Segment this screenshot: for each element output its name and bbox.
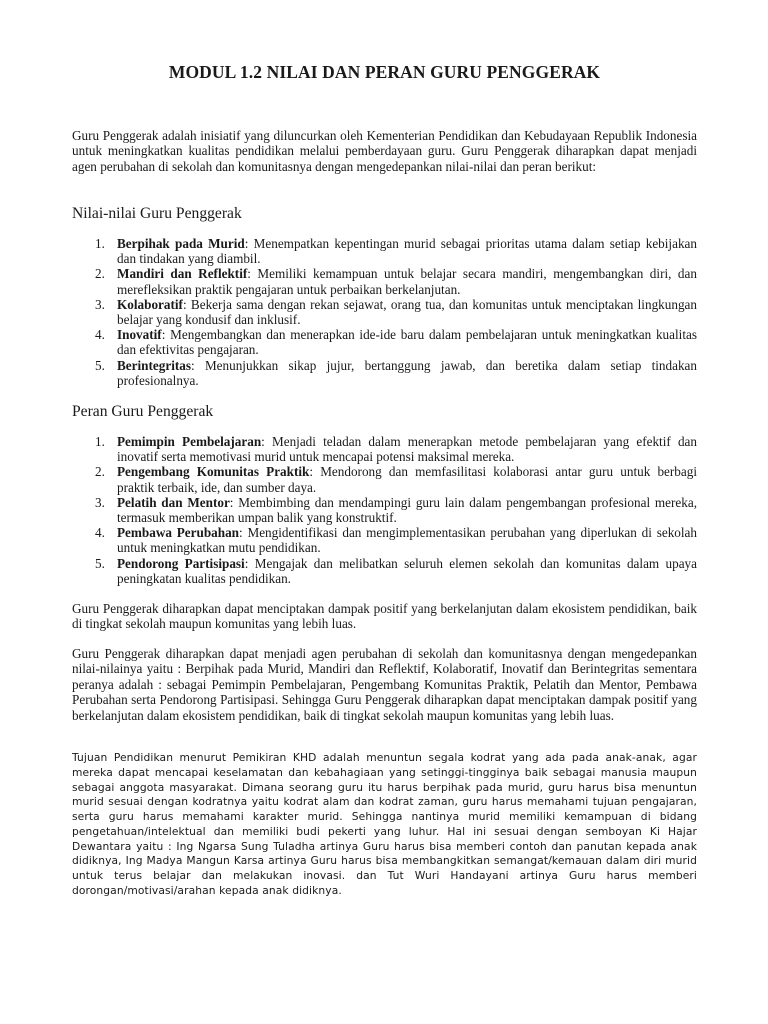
- list-item: 4. Pembawa Perubahan: Mengidentifikasi dan mengimplementasikan perubahan yang diperlukan di sekolah untuk meningkatkan mutu pendidikan.: [95, 525, 697, 556]
- roles-heading: Peran Guru Penggerak: [72, 403, 214, 420]
- document-title: MODUL 1.2 NILAI DAN PERAN GURU PENGGERAK: [168, 62, 601, 82]
- khd-paragraph: Tujuan Pendidikan menurut Pemikiran KHD adalah menuntun segala kodrat yang ada pada anak-anak, agar mereka dapat mencapai keselamatan dan kebahagiaan yang setinggi-tingginya baik sebagai manusia maupun sebagai anggota masyarakat. Dimana seorang guru itu harus berpihak pada murid, guru harus bisa menuntun murid sesuai dengan kodratnya yaitu kodrat alam dan kodrat zaman, guru harus memahami tujuan pengajaran, serta guru harus memahami karakter murid. Sehingga nantinya murid memiliki kemampuan di bidang pengetahuan/intelektual dan memiliki budi pekerti yang luhur. Hal ini sesuai dengan semboyan Ki Hajar Dewantara yaitu : Ing Ngarsa Sung Tuladha artinya Guru harus bisa memberi contoh dan panutan kepada anak didiknya, Ing Madya Mangun Karsa artinya Guru harus bisa membangkitkan semangat/kemauan dalam diri murid untuk terus belajar dan melakukan inovasi. dan Tut Wuri Handayani artinya Guru harus memberi dorongan/motivasi/arahan kepada anak didiknya.: [72, 751, 697, 897]
- list-item: 3. Kolaboratif: Bekerja sama dengan rekan sejawat, orang tua, dan komunitas untuk menciptakan lingkungan belajar yang kondusif dan inklusif.: [95, 296, 697, 328]
- roles-list: [72, 434, 697, 586]
- closing-paragraph-1: Guru Penggerak diharapkan dapat menciptakan dampak positif yang berkelanjutan dalam ekosistem pendidikan, baik di tingkat sekolah maupun komunitas yang lebih luas.: [72, 601, 697, 632]
- list-item: 5. Berintegritas: Menunjukkan sikap jujur, bertanggung jawab, dan beretika dalam setiap tindakan profesionalnya.: [95, 357, 697, 388]
- list-item: 1. Berpihak pada Murid: Menempatkan kepentingan murid sebagai prioritas utama dalam setiap kebijakan dan tindakan yang diambil.: [95, 236, 697, 267]
- list-item: 5. Pendorong Partisipasi: Mengajak dan melibatkan seluruh elemen sekolah dan komunitas dalam upaya peningkatan kualitas pendidikan.: [95, 555, 698, 586]
- list-item: 3. Pelatih dan Mentor: Membimbing dan mendampingi guru lain dalam pengembangan profesional mereka, termasuk memberikan umpan balik yang konstruktif.: [95, 494, 697, 526]
- list-item: 4. Inovatif: Mengembangkan dan menerapkan ide-ide baru dalam pembelajaran untuk meningkatkan kualitas dan efektivitas pengajaran.: [95, 327, 697, 358]
- list-item: 2. Mandiri dan Reflektif: Memiliki kemampuan untuk belajar secara mandiri, mengembangkan diri, dan merefleksikan praktik pengajaran untuk perbaikan berkelanjutan.: [95, 266, 697, 297]
- list-item: 2. Pengembang Komunitas Praktik: Mendorong dan memfasilitasi kolaborasi antar guru untuk berbagi praktik terbaik, ide, dan sumber daya.: [95, 464, 697, 495]
- values-list: [72, 236, 697, 388]
- values-heading: Nilai-nilai Guru Penggerak: [72, 205, 242, 222]
- list-item: 1. Pemimpin Pembelajaran: Menjadi teladan dalam menerapkan metode pembelajaran yang efektif dan inovatif serta memotivasi murid untuk mencapai potensi maksimal mereka.: [95, 434, 697, 465]
- closing-paragraph-2: Guru Penggerak diharapkan dapat menjadi agen perubahan di sekolah dan komunitasnya dengan mengedepankan nilai-nilainya yaitu : Berpihak pada Murid, Mandiri dan Reflektif, Kolaboratif, Inovatif dan Berintegritas sementara peranya adalah : sebagai Pemimpin Pembelajaran, Pengembang Komunitas Praktik, Pelatih dan Mentor, Pembawa Perubahan serta Pendorong Partisipasi. Sehingga Guru Penggerak diharapkan dapat menciptakan dampak positif yang berkelanjutan dalam ekosistem pendidikan, baik di tingkat sekolah maupun komunitas yang lebih luas.: [72, 646, 697, 723]
- intro-paragraph: Guru Penggerak adalah inisiatif yang diluncurkan oleh Kementerian Pendidikan dan Kebudayaan Republik Indonesia untuk meningkatkan kualitas pendidikan melalui pemberdayaan guru. Guru Penggerak diharapkan dapat menjadi agen perubahan di sekolah dan komunitasnya dengan mengedepankan nilai-nilai dan peran berikut:: [72, 128, 697, 174]
